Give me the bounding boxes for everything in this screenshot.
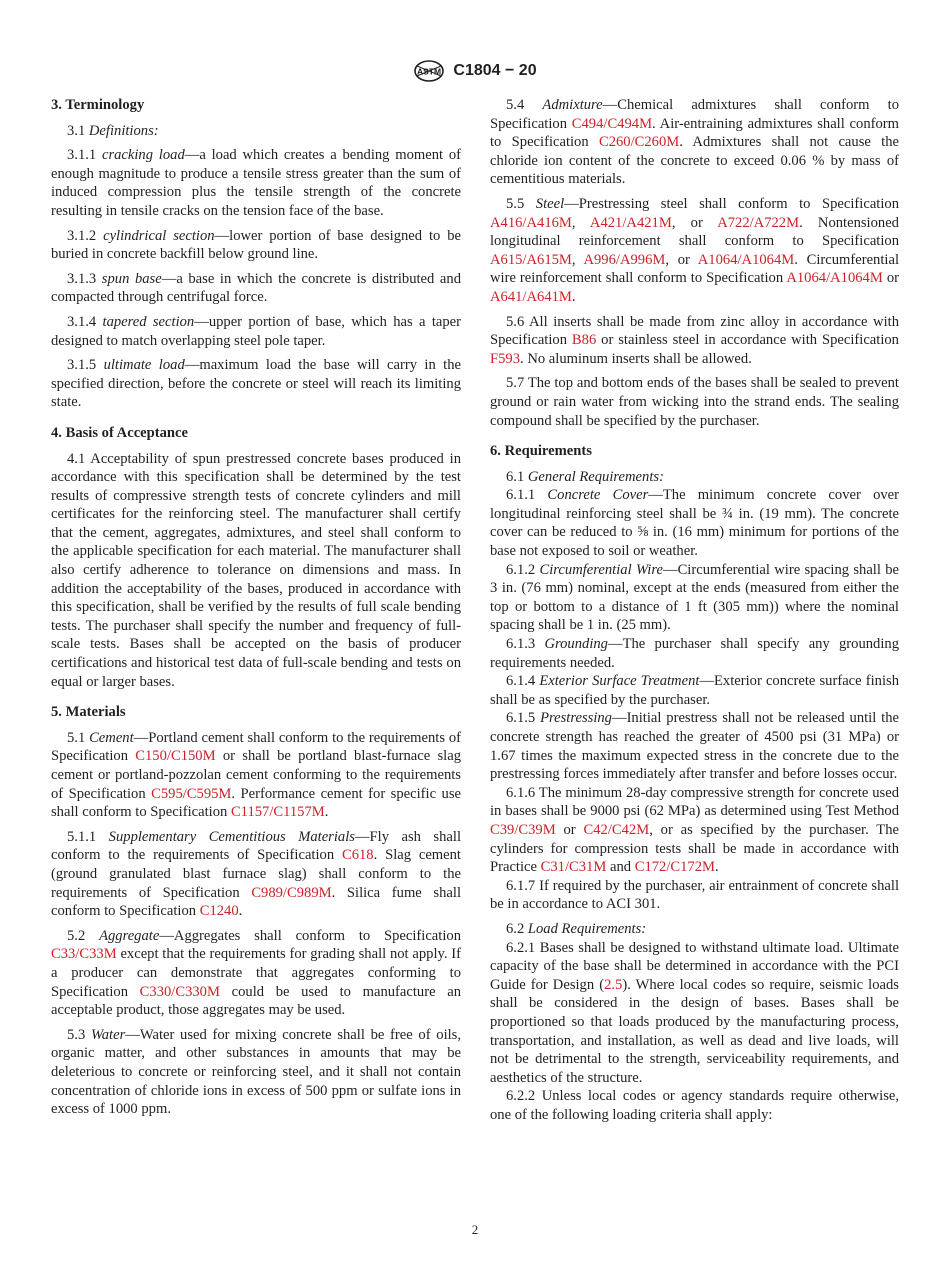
reference-link[interactable]: F593 <box>490 350 521 367</box>
reference-link[interactable]: C39/C39M <box>490 821 556 838</box>
paragraph-3-1-5: 3.1.5 ultimate load—maximum load the base will carry in the specified direction, before the concrete or steel will reach its limiting state. <box>51 357 461 411</box>
paragraph-5-2: 5.2 Aggregate—Aggregates shall conform to Specification C33/C33M except that the requirements for grading shall not apply. If a producer can demonstrate that aggregates conforming to Specification C330/C330M could be used to manufacture an acceptable product, those aggregates may be used. <box>51 927 461 1019</box>
reference-link[interactable]: A1064/A1064M <box>786 270 883 287</box>
paragraph-3-1-4: 3.1.4 tapered section—upper portion of base, which has a taper designed to match overlapping steel pole taper. <box>51 313 461 349</box>
reference-link[interactable]: C618 <box>341 847 374 864</box>
paragraph-3-1-3: 3.1.3 spun base—a base in which the concrete is distributed and compacted through centrifugal force. <box>51 270 461 306</box>
paragraph-6-1-7: 6.1.7 If required by the purchaser, air entrainment of concrete shall be in accordance to ACI 301. <box>490 877 899 913</box>
paragraph-4-1: 4.1 Acceptability of spun prestressed concrete bases produced in accordance with this specification shall be determined by the test results of compressive strength tests of concrete cylinders and mill certificates for the reinforcing steel. The manufacturer shall certify that the cement, aggregates, admixtures, and steel shall conform to the applicable specification for each material. The manufacturer shall also certify adherence to tolerance on dimensions and mass. In addition the acceptability of the bases, produced in accordance with this specification, shall be verified by the results of full scale bending tests. The purchaser shall specify the number and frequency of full-scale tests. Bases shall be accepted on the basis of producer certifications and historical test data of full-scale bending and tests on equal or larger bases. <box>51 450 461 690</box>
logo-text: ASTM <box>417 66 442 77</box>
paragraph-6-1-1: 6.1.1 Concrete Cover—The minimum concrete cover over longitudinal reinforcing steel shall be ¾ in. (19 mm). The concrete cover can be reduced to ⅝ in. (16 mm) minimum for portions of the base not exposed to soil or weather. <box>490 487 899 560</box>
paragraph-6-1-6: 6.1.6 The minimum 28-day compressive strength for concrete used in bases shall be 9000 psi (62 MPa) as determined using Test Method C39/C39M or C42/C42M, or as specified by the purchaser. The cylinders for compression tests shall be made in accordance with Practice C31/C31M and C172/C172M. <box>490 784 899 876</box>
paragraph-6-2-1: 6.2.1 Bases shall be designed to withstand ultimate load. Ultimate capacity of the base shall be determined in accordance with the PCI Guide for Design (2.5). Where local codes so require, seismic loads shall be considered in the design of bases. Bases shall be proportioned so that loads produced by the manufacturing process, transportation, and installation, as well as dead and live loads, will not be detrimental to the strength, serviceability requirements, and aesthetics of the structure. <box>490 939 899 1086</box>
paragraph-3-1: 3.1 Definitions: <box>67 122 159 139</box>
document-designation: C1804 − 20 <box>453 62 537 79</box>
reference-link[interactable]: C150/C150M <box>135 748 216 765</box>
reference-link[interactable]: A641/A641M <box>490 288 572 305</box>
paragraph-6-1-5: 6.1.5 Prestressing—Initial prestress shall not be released until the concrete strength has reached the greater of 4500 psi (31 MPa) or 1.67 times the maximum expected stress in the concrete due to the prestressing forces immediately after transfer and before losses occur. <box>490 710 900 783</box>
section-heading-terminology: 3. Terminology <box>51 97 145 113</box>
reference-link[interactable]: 2.5 <box>604 976 623 993</box>
paragraph-5-1-1: 5.1.1 Supplementary Cementitious Materials—Fly ash shall conform to the requirements of Specification C618. Slag cement (ground granulated blast furnace slag) shall conform to the requirements of Specification C989/C989M. Silica fume shall conform to Specification C1240. <box>51 828 461 920</box>
paragraph-3-1-2: 3.1.2 cylindrical section—lower portion of base designed to be buried in concrete backfill below ground line. <box>51 227 461 263</box>
reference-link[interactable]: B86 <box>571 332 597 349</box>
paragraph-6-1-2: 6.1.2 Circumferential Wire—Circumferential wire spacing shall be 3 in. (76 mm) nominal, except at the ends (measured from either the top or bottom to a distance of 1 ft (305 mm)) where the nominal spacing shall be 1 in. (25 mm). <box>490 561 899 634</box>
reference-link[interactable]: C1240 <box>199 903 239 920</box>
section-heading-basis-of-acceptance: 4. Basis of Acceptance <box>51 424 189 441</box>
reference-link[interactable]: C989/C989M <box>251 884 332 901</box>
paragraph-6-1-3: 6.1.3 Grounding—The purchaser shall specify any grounding requirements needed. <box>490 636 900 671</box>
paragraph-3-1-1: 3.1.1 cracking load—a load which creates a bending moment of enough magnitude to produce a tensile stress greater than the sum of induced compression plus the tensile strength of the concrete resulting in tensile cracks on the tension face of the base. <box>51 147 461 219</box>
reference-link[interactable]: C33/C33M <box>51 946 117 963</box>
section-heading-materials: 5. Materials <box>51 704 126 721</box>
paragraph-5-3: 5.3 Water—Water used for mixing concrete shall be free of oils, organic matter, and other substances in amounts that may be deleterious to concrete or reinforcing steel, and it shall not contain concentration of chloride ions in excess of 500 ppm or sulfate ions in excess of 1000 ppm. <box>51 1026 462 1118</box>
reference-link[interactable]: A416/A416M <box>490 214 572 231</box>
left-column <box>51 96 461 1125</box>
reference-link[interactable]: A722/A722M <box>717 214 800 231</box>
astm-logo-icon <box>413 60 445 82</box>
paragraph-5-1: 5.1 Cement—Portland cement shall conform to the requirements of Specification C150/C150M or shall be portland blast-furnace slag cement or portland-pozzolan cement conforming to the requirements of Specification C595/C595M. Performance cement for specific use shall conform to Specification C1157/C1157M. <box>51 729 462 821</box>
paragraph-5-7: 5.7 The top and bottom ends of the bases shall be sealed to prevent ground or rain water from wicking into the strand ends. The sealing compound shall be specified by the purchaser. <box>490 375 899 429</box>
reference-link[interactable]: C595/C595M <box>151 785 232 802</box>
reference-link[interactable]: C330/C330M <box>139 983 220 1000</box>
reference-link[interactable]: A421/A421M <box>589 214 672 231</box>
paragraph-6-1-4: 6.1.4 Exterior Surface Treatment—Exterior concrete surface finish shall be as specified by the purchaser. <box>490 673 899 708</box>
reference-link[interactable]: A996/A996M <box>583 251 666 268</box>
reference-link[interactable]: A615/A615M <box>490 251 572 268</box>
paragraph-5-6: 5.6 All inserts shall be made from zinc alloy in accordance with Specification B86 or stainless steel in accordance with Specification F593. No aluminum inserts shall be allowed. <box>490 313 899 367</box>
paragraph-5-5: 5.5 Steel—Prestressing steel shall conform to Specification A416/A416M, A421/A421M, or A722/A722M. Nontensioned longitudinal reinforcement shall conform to Specification A615/A615M, A996/A996M, or A1064/A1064M. Circumferential wire reinforcement shall conform to Specification A1064/A1064M or A641/A641M. <box>490 195 900 305</box>
reference-link[interactable]: C172/C172M <box>634 859 715 876</box>
reference-link[interactable]: C494/C494M <box>571 115 653 132</box>
paragraph-6-2: 6.2 Load Requirements: <box>506 920 647 937</box>
reference-link[interactable]: C31/C31M <box>540 859 607 876</box>
reference-link[interactable]: C1157/C1157M <box>230 804 325 821</box>
page-number: 2 <box>471 1222 479 1237</box>
right-column <box>490 96 899 1124</box>
page-header <box>0 58 950 84</box>
reference-link[interactable]: C260/C260M <box>598 134 680 151</box>
reference-link[interactable]: C42/C42M <box>583 821 650 838</box>
paragraph-6-2-2: 6.2.2 Unless local codes or agency standards require otherwise, one of the following loading criteria shall apply: <box>490 1088 899 1123</box>
reference-link[interactable]: A1064/A1064M <box>697 251 795 268</box>
paragraph-6-1: 6.1 General Requirements: <box>506 468 664 485</box>
paragraph-5-4: 5.4 Admixture—Chemical admixtures shall conform to Specification C494/C494M. Air-entraining admixtures shall conform to Specification C260/C260M. Admixtures shall not cause the chloride ion content of the concrete to exceed 0.06 % by mass of cementitious materials. <box>490 97 900 188</box>
section-heading-requirements: 6. Requirements <box>490 443 592 460</box>
